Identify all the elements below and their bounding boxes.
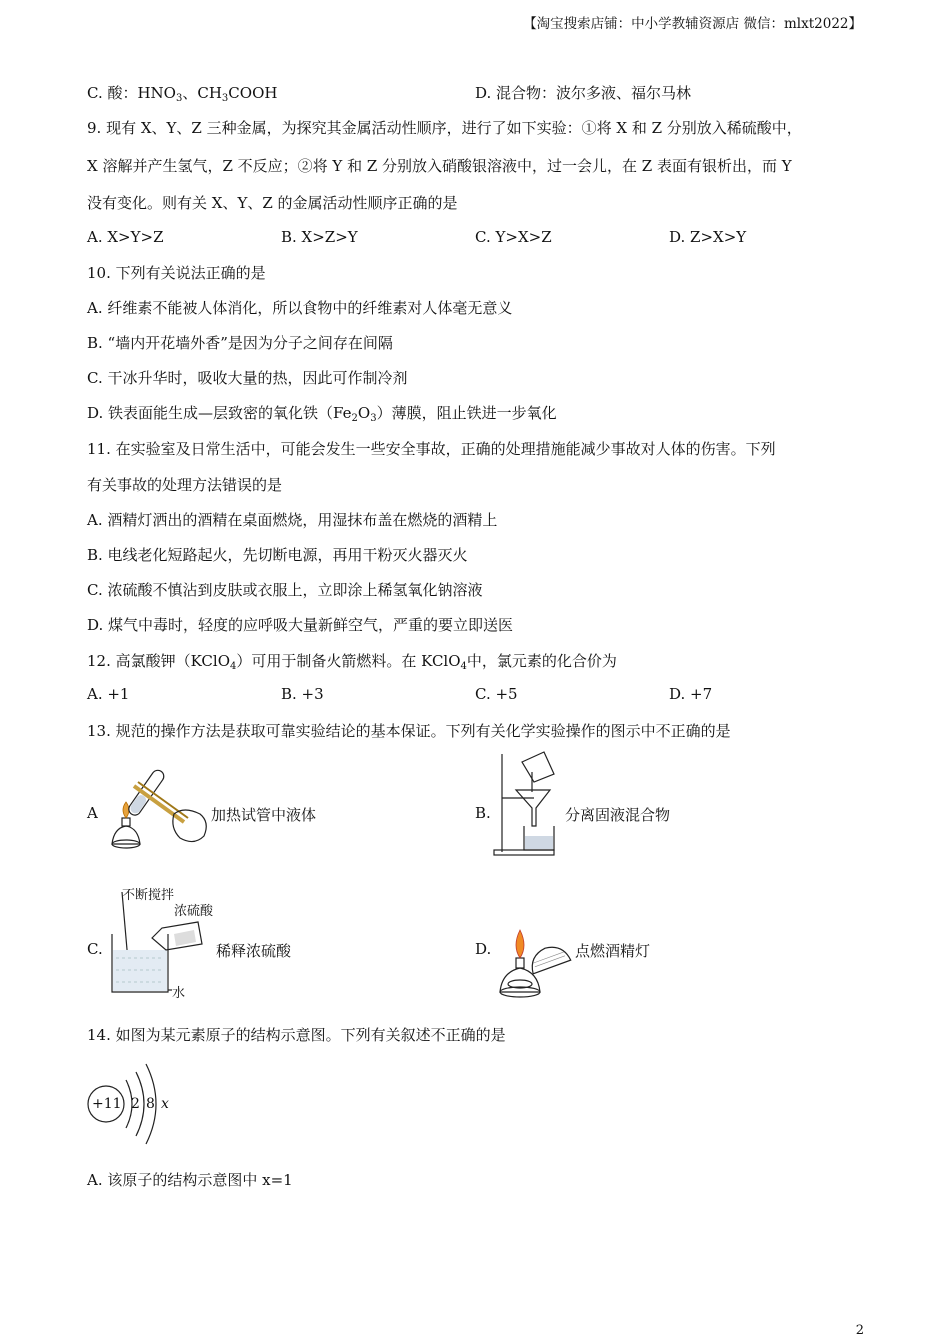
q9-option-d: D. Z>X>Y: [669, 228, 747, 246]
q9-stem-line2: X 溶解并产生氢气，Z 不反应；②将 Y 和 Z 分别放入硝酸银溶液中，过一会儿，在 Z 表面有银析出，而 Y: [87, 157, 792, 175]
q13-d-caption: 点燃酒精灯: [575, 942, 651, 960]
q12-stem: 12. 高氯酸钾（KClO$_4$）可用于制备火箭燃料。在 KClO$_4$中，氯元素的化合价为: [87, 652, 617, 672]
atom-shell-1-count: 2: [131, 1096, 140, 1112]
q13-stem: 13. 规范的操作方法是获取可靠实验结论的基本保证。下列有关化学实验操作的图示中不正确的是: [87, 722, 731, 740]
q11-option-d: D. 煤气中毒时，轻度的应呼吸大量新鲜空气，严重的要立即送医: [87, 616, 514, 634]
q9-stem-line3: 没有变化。则有关 X、Y、Z 的金属活动性顺序正确的是: [87, 194, 458, 212]
atom-nucleus-charge: +11: [92, 1096, 122, 1112]
q12-option-c: C. +5: [475, 685, 518, 703]
atom-shell-2-count: 8: [146, 1096, 155, 1112]
q9-option-b: B. X>Z>Y: [281, 228, 358, 246]
filtration-figure: [492, 752, 562, 858]
q11-stem-line2: 有关事故的处理方法错误的是: [87, 476, 283, 494]
q12-option-b: B. +3: [281, 685, 324, 703]
page-number: 2: [855, 1323, 864, 1338]
q10-option-c: C. 干冰升华时，吸收大量的热，因此可作制冷剂: [87, 369, 408, 387]
q13-c-label-acid: 浓硫酸: [174, 904, 214, 919]
q11-stem-line1: 11. 在实验室及日常生活中，可能会发生一些安全事故，正确的处理措施能减少事故对人体的伤害。下列: [87, 440, 776, 458]
q9-stem-line1: 9. 现有 X、Y、Z 三种金属，为探究其金属活动性顺序，进行了如下实验：①将 X 和 Z 分别放入稀硫酸中，: [87, 119, 802, 137]
q13-c-label-stir: 不断搅拌: [122, 888, 175, 903]
q13-d-letter: D.: [475, 940, 492, 958]
q14-option-a: A. 该原子的结构示意图中 x=1: [87, 1171, 293, 1189]
q13-b-caption: 分离固液混合物: [565, 806, 671, 824]
q9-option-a: A. X>Y>Z: [87, 228, 164, 246]
q13-a-caption: 加热试管中液体: [211, 806, 317, 824]
q12-option-a: A. +1: [87, 685, 130, 703]
q12-option-d: D. +7: [669, 685, 713, 703]
q13-a-letter: A: [87, 804, 98, 822]
q11-option-a: A. 酒精灯洒出的酒精在桌面燃烧，用湿抹布盖在燃烧的酒精上: [87, 511, 498, 529]
atom-shell-3-count: x: [161, 1096, 169, 1112]
q10-option-d: D. 铁表面能生成—层致密的氧化铁$(Fe_2O_3)$薄膜，阻止铁进一步氧化: [87, 404, 557, 424]
q8-option-c: C. 酸：$HNO_3$、$CH_3COOH$: [87, 84, 278, 104]
q13-c-label-water: 水: [172, 986, 186, 1001]
q11-option-b: B. 电线老化短路起火，先切断电源，再用干粉灭火器灭火: [87, 546, 468, 564]
q13-c-letter: C.: [87, 940, 103, 958]
q14-stem: 14. 如图为某元素原子的结构示意图。下列有关叙述不正确的是: [87, 1026, 506, 1044]
q9-option-c: C. Y>X>Z: [475, 228, 552, 246]
q13-c-caption: 稀释浓硫酸: [216, 942, 292, 960]
q10-option-a: A. 纤维素不能被人体消化，所以食物中的纤维素对人体毫无意义: [87, 299, 513, 317]
q10-option-b: B. “墙内开花墙外香”是因为分子之间存在间隔: [87, 334, 393, 352]
lighting-lamp-figure: [494, 922, 574, 1002]
q11-option-c: C. 浓硫酸不慎沾到皮肤或衣服上，立即涂上稀氢氧化钠溶液: [87, 581, 483, 599]
q10-stem: 10. 下列有关说法正确的是: [87, 264, 266, 282]
heating-test-tube-figure: [104, 766, 212, 858]
q13-b-letter: B.: [475, 804, 491, 822]
page-header: 【淘宝搜索店铺：中小学教辅资源店 微信：mlxt2022】: [523, 16, 862, 32]
q8-option-d: D. 混合物：波尔多液、福尔马林: [475, 84, 692, 102]
